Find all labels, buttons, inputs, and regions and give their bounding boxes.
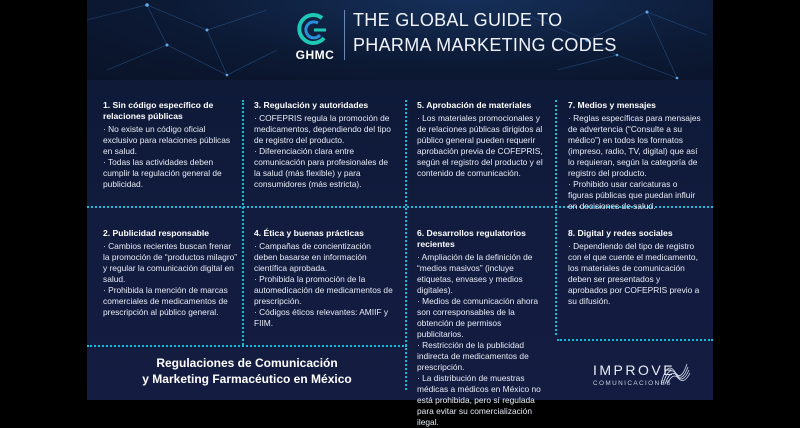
section-line: · La distribución de muestras médicas a médicos en México no está prohibida, pero sí regulada para evitar su comercialización ilegal. <box>417 373 541 427</box>
infographic-page <box>87 0 713 427</box>
section-line: · COFEPRIS regula la promoción de medicamentos, dependiendo del tipo de registro del producto. <box>254 113 391 145</box>
section-line: · Los materiales promocionales y de relaciones públicas dirigidos al público general pueden requerir aprobación previa de COFEPRIS, según el registro del producto y el contenido de comunicación. <box>417 113 543 178</box>
section-title: 2. Publicidad responsable <box>103 228 210 238</box>
section-line: · Reglas específicas para mensajes de advertencia (“Consulte a su médico”) en todos los formatos (impreso, radio, TV, digital) que así lo requieran, según la categoría de registro del producto. <box>568 113 701 178</box>
section-3 <box>254 100 396 190</box>
section-title: 7. Medios y mensajes <box>568 100 656 110</box>
section-line: · Campañas de concientización deben basarse en información científica aprobada. <box>254 241 371 273</box>
section-line: · Diferenciación clara entre comunicación para profesionales de la salud (más flexible) y para consumidores (más estricta). <box>254 146 389 189</box>
section-6 <box>417 228 549 428</box>
section-line: · Códigos éticos relevantes: AMIIF y FIIM. <box>254 307 389 328</box>
logo-text: GHMC <box>295 48 335 62</box>
section-line: · Restricción de la publicidad indirecta de medicamentos de prescripción. <box>417 340 529 372</box>
footer-title-line-2: y Marketing Farmacéutico en México <box>142 372 352 386</box>
header-banner <box>87 0 713 80</box>
section-title: 1. Sin código específico de relaciones públicas <box>103 100 214 121</box>
improve-logo-mark-icon <box>657 358 691 388</box>
section-line: · Dependiendo del tipo de registro con el que cuente el medicamento, los materiales de comunicación deben ser presentados y aprobados por COFEPRIS previo a su difusión. <box>568 241 700 306</box>
section-5 <box>417 100 549 179</box>
improve-brand-text: IMPROVE <box>593 362 676 378</box>
section-line: · Prohibido usar caricaturas o figuras públicas que puedan influir en decisiones de salud. <box>568 179 696 211</box>
section-line: · Medios de comunicación ahora son corresponsables de la obtención de permisos publicitarios. <box>417 296 539 339</box>
grid-divider-vertical <box>242 100 244 345</box>
section-title: 5. Aprobación de materiales <box>417 100 532 110</box>
grid-divider-vertical <box>555 100 557 335</box>
header-divider <box>344 10 345 60</box>
section-line: · Ampliación de la definición de “medios masivos” (incluye etiquetas, envases y medios digitales). <box>417 252 533 295</box>
section-4 <box>254 228 396 329</box>
section-title: 3. Regulación y autoridades <box>254 100 369 110</box>
section-line: · No existe un código oficial exclusivo para relaciones públicas en salud. <box>103 124 231 156</box>
section-title: 8. Digital y redes sociales <box>568 228 673 238</box>
section-title: 4. Ética y buenas prácticas <box>254 228 364 238</box>
section-1 <box>103 100 235 190</box>
section-2 <box>103 228 239 318</box>
footer-title <box>127 355 367 387</box>
grid-divider-horizontal <box>557 339 713 341</box>
footer-title-line-1: Regulaciones de Comunicación <box>156 356 338 370</box>
improve-brand-subtitle: COMUNICACIONES <box>593 380 672 387</box>
title-line-2: PHARMA MARKETING CODES <box>353 35 617 55</box>
section-7 <box>568 100 704 212</box>
title-line-1: THE GLOBAL GUIDE TO <box>353 10 563 30</box>
section-8 <box>568 228 702 307</box>
section-line: · Todas las actividades deben cumplir la regulación general de publicidad. <box>103 157 222 189</box>
section-line: · Prohibida la promoción de la automedicación de medicamentos de prescripción. <box>254 274 393 306</box>
page-title <box>353 8 617 58</box>
section-line: · Cambios recientes buscan frenar la promoción de “productos milagro” y regular la comunicación digital en salud. <box>103 241 238 284</box>
section-title: 6. Desarrollos regulatorios recientes <box>417 228 526 249</box>
section-line: · Prohibida la mención de marcas comerciales de medicamentos de prescripción al público general. <box>103 285 228 317</box>
grid-divider-horizontal <box>87 345 407 347</box>
